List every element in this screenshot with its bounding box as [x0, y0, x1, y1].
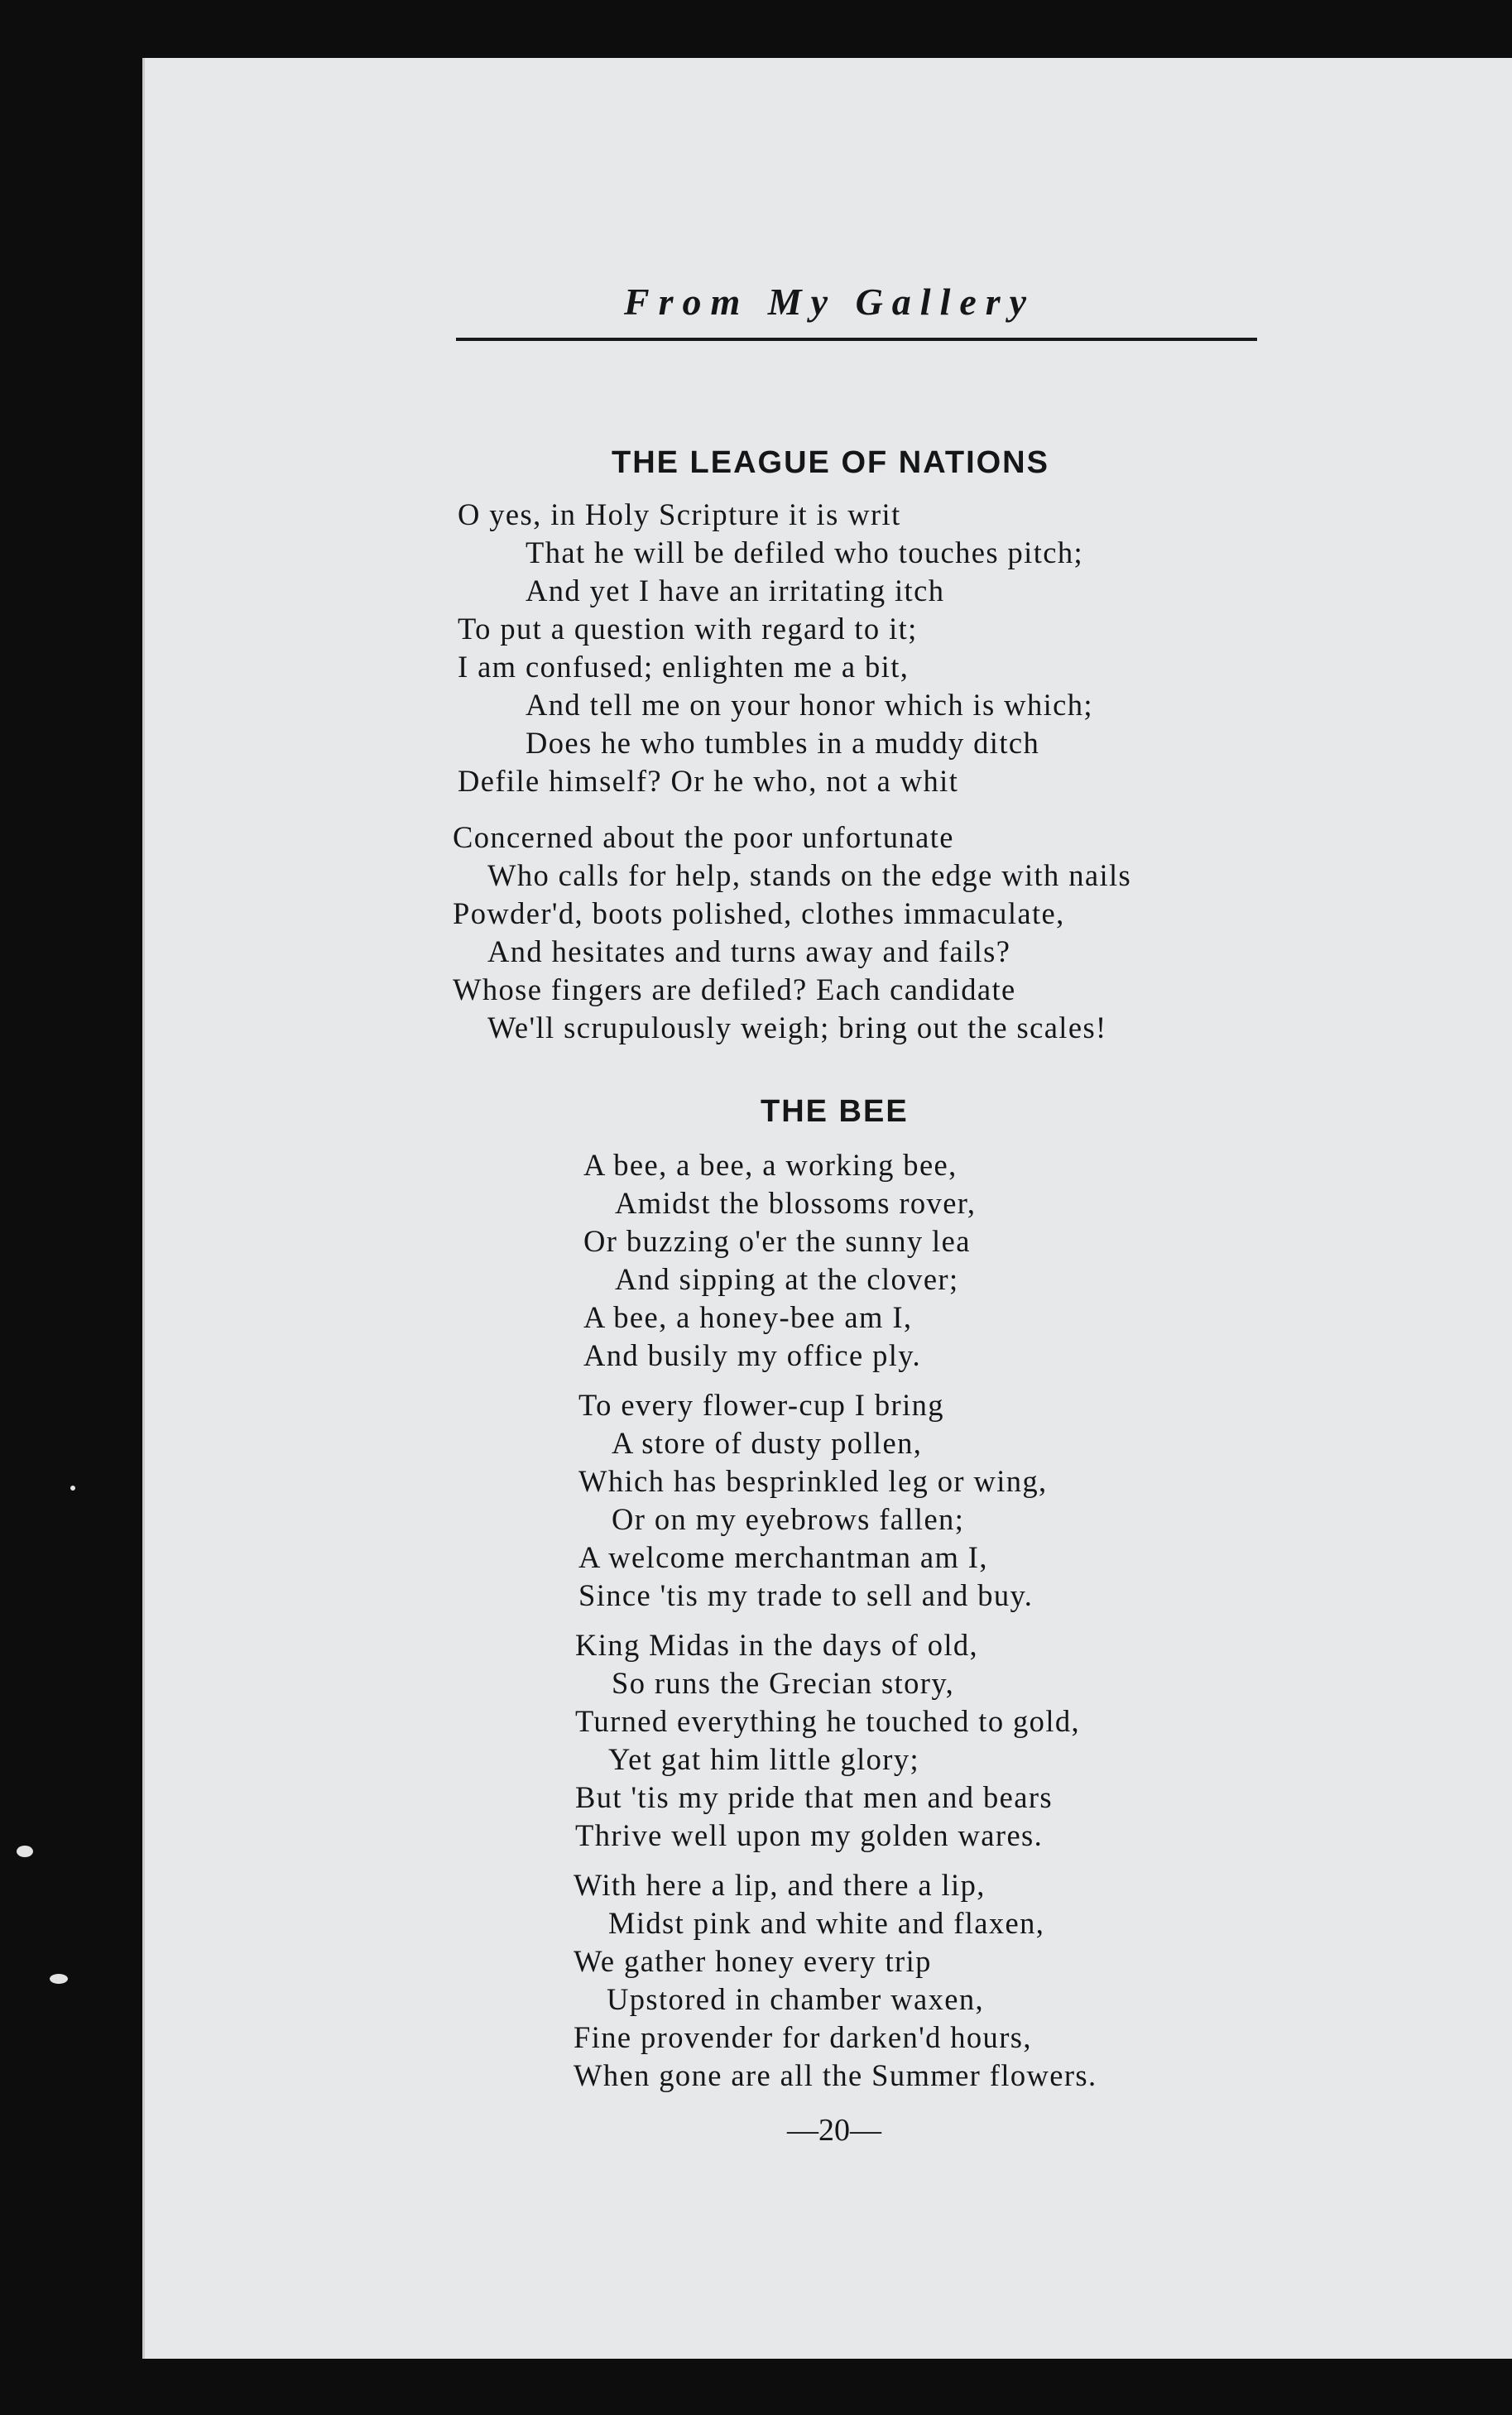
header-rule	[456, 338, 1257, 341]
poem-line: When gone are all the Summer flowers.	[574, 2058, 1097, 2092]
poem-line: Or buzzing o'er the sunny lea	[583, 1224, 971, 1258]
poem-line: And hesitates and turns away and fails?	[487, 934, 1011, 968]
poem-line: And tell me on your honor which is which;	[526, 688, 1093, 722]
poem-line: But 'tis my pride that men and bears	[575, 1780, 1053, 1814]
poem-line: Or on my eyebrows fallen;	[612, 1502, 965, 1536]
page-number: —20—	[787, 2113, 881, 2148]
poem-line: Midst pink and white and flaxen,	[608, 1906, 1045, 1940]
poem-line: A bee, a bee, a working bee,	[583, 1148, 958, 1182]
poem-line: Whose fingers are defiled? Each candidate	[453, 972, 1016, 1006]
poem-title-the-bee: THE BEE	[761, 1094, 909, 1129]
poem-line: We gather honey every trip	[574, 1944, 932, 1978]
poem-line: Fine provender for darken'd hours,	[574, 2020, 1032, 2054]
poem-line: That he will be defiled who touches pitch;	[526, 535, 1084, 569]
poem-line: Which has besprinkled leg or wing,	[578, 1464, 1048, 1498]
poem-line: A bee, a honey-bee am I,	[583, 1300, 913, 1334]
scan-speck	[17, 1846, 33, 1857]
poem-title-league-of-nations: THE LEAGUE OF NATIONS	[612, 445, 1049, 480]
poem-line: A store of dusty pollen,	[612, 1426, 923, 1460]
running-header-title: From My Gallery	[623, 281, 1036, 323]
poem-line: To put a question with regard to it;	[458, 612, 918, 646]
poem-line: Upstored in chamber waxen,	[607, 1982, 985, 2016]
book-page	[142, 58, 1512, 2359]
poem-line: Does he who tumbles in a muddy ditch	[526, 726, 1040, 760]
running-header	[145, 280, 1512, 324]
poem-line: We'll scrupulously weigh; bring out the scales!	[487, 1011, 1107, 1044]
poem-line: To every flower-cup I bring	[578, 1388, 944, 1422]
poem-line: O yes, in Holy Scripture it is writ	[458, 497, 901, 531]
scan-speck	[70, 1486, 75, 1491]
poem-line: Concerned about the poor unfortunate	[453, 820, 954, 854]
poem-line: And yet I have an irritating itch	[526, 574, 945, 607]
poem-line: Yet gat him little glory;	[608, 1742, 920, 1776]
poem-line: And sipping at the clover;	[615, 1262, 959, 1296]
poem-line: Who calls for help, stands on the edge with nails	[487, 858, 1132, 892]
poem-line: Since 'tis my trade to sell and buy.	[578, 1578, 1034, 1612]
poem-line: Turned everything he touched to gold,	[575, 1704, 1081, 1738]
poem-line: Powder'd, boots polished, clothes immaculate,	[453, 896, 1065, 930]
poem-line: Amidst the blossoms rover,	[615, 1186, 977, 1220]
poem-line: With here a lip, and there a lip,	[574, 1868, 986, 1902]
poem-line: A welcome merchantman am I,	[578, 1540, 988, 1574]
poem-line: King Midas in the days of old,	[575, 1628, 979, 1662]
scan-speck	[50, 1974, 68, 1984]
poem-line: So runs the Grecian story,	[612, 1666, 955, 1700]
poem-line: I am confused; enlighten me a bit,	[458, 650, 910, 684]
poem-line: Thrive well upon my golden wares.	[575, 1818, 1044, 1852]
poem-line: Defile himself? Or he who, not a whit	[458, 764, 959, 798]
poem-line: And busily my office ply.	[583, 1338, 922, 1372]
